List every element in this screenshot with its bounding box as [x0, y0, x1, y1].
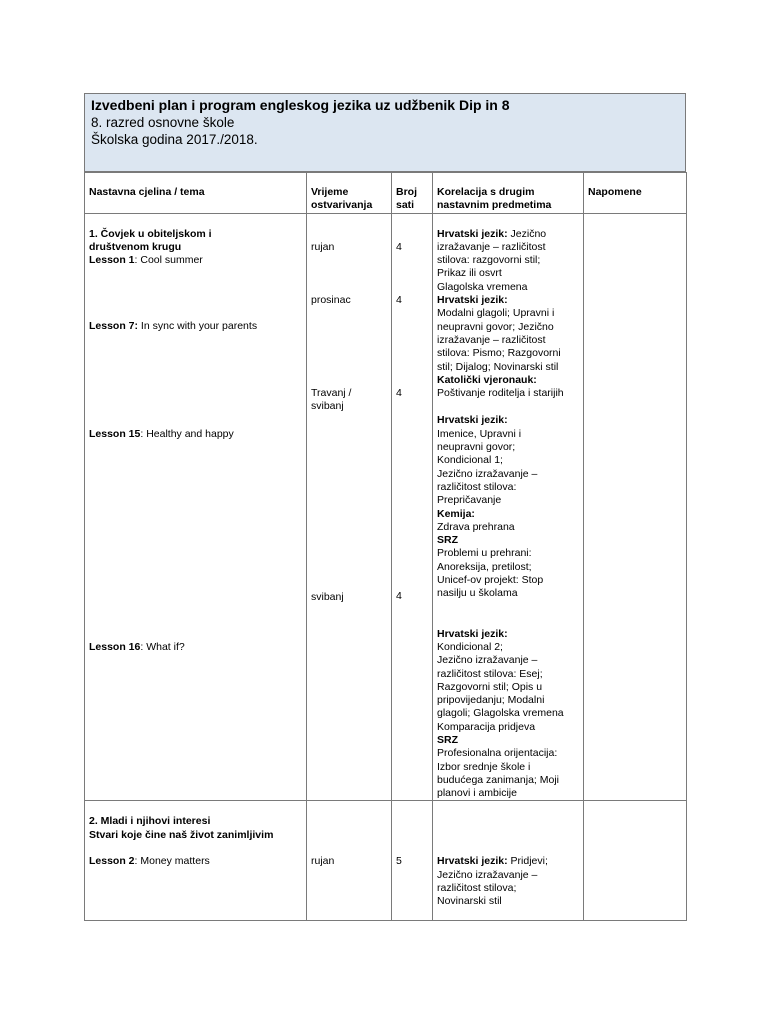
corr-l16 [437, 628, 579, 801]
subject-label: Hrvatski jezik: [437, 855, 508, 868]
table-row [85, 801, 687, 921]
correlation-line [437, 281, 579, 294]
correlation-text: Pridjevi; [507, 855, 548, 868]
correlation-line [437, 241, 579, 254]
correlation-line [437, 468, 579, 481]
lesson-15: Lesson 15: Healthy and happy [89, 427, 234, 440]
correlation-text: Jezično [507, 227, 547, 240]
topic-cell [85, 213, 307, 801]
topic-cell [85, 801, 307, 921]
correlation-text: Problemi u prehrani: [437, 547, 532, 560]
table-row [85, 213, 687, 801]
correlation-text: planovi i ambicije [437, 787, 517, 800]
correlation-line [437, 707, 579, 720]
correlation-line [437, 761, 579, 774]
time-l16: svibanj [311, 590, 344, 603]
correlation-text: neupravni govor; Jezično [437, 320, 554, 333]
correlation-text: Izbor srednje škole i [437, 760, 531, 773]
correlation-line [437, 334, 579, 347]
time-l7: prosinac [311, 293, 351, 306]
time-l15-b: svibanj [311, 400, 344, 413]
correlation-text: Jezično izražavanje – [437, 467, 538, 480]
correlation-line [437, 721, 579, 734]
correlation-line [437, 454, 579, 467]
correlation-text: izražavanje – različitost [437, 333, 546, 346]
correlation-text: Imenice, Upravni i [437, 427, 522, 440]
lesson-7: Lesson 7: In sync with your parents [89, 320, 258, 333]
correlation-text: Kondicional 2; [437, 640, 503, 653]
correlation-line [437, 347, 579, 360]
corr-l15 [437, 414, 579, 600]
correlation-line [437, 855, 579, 868]
correlation-line [437, 787, 579, 800]
correlation-text: stilova: razgovorni stil; [437, 254, 541, 267]
unit-1-title: 1. Čovjek u obiteljskom i društvenom krugu [89, 227, 212, 253]
correlation-line [437, 747, 579, 760]
correlation-line [437, 734, 579, 747]
correlation-text: Profesionalna orijentacija: [437, 747, 558, 760]
correlation-text: Jezično izražavanje – [437, 654, 538, 667]
correlation-line [437, 694, 579, 707]
plan-document [84, 93, 686, 921]
correlation-line [437, 307, 579, 320]
correlation-text: budućega zanimanja; Moji [437, 773, 559, 786]
correlation-line [437, 228, 579, 241]
subject-label: Hrvatski jezik: [437, 414, 508, 427]
correlation-text: Anoreksija, pretilost; [437, 560, 532, 573]
correlation-text: izražavanje – različitost [437, 240, 546, 253]
subject-label: SRZ [437, 534, 458, 547]
hours-cell [392, 213, 433, 801]
school-year-line: Školska godina 2017./2018. [91, 132, 258, 147]
correlation-line [437, 414, 579, 427]
col-header-notes: Napomene [584, 173, 687, 214]
correlation-cell [433, 213, 584, 801]
correlation-text: Komparacija pridjeva [437, 720, 536, 733]
hours-l7: 4 [396, 293, 402, 306]
correlation-text: Poštivanje roditelja i starijih [437, 387, 564, 400]
correlation-line [437, 547, 579, 560]
correlation-text: Kondicional 1; [437, 454, 503, 467]
correlation-text: Modalni glagoli; Upravni i [437, 307, 555, 320]
correlation-text: različitost stilova; [437, 882, 517, 895]
time-cell [307, 801, 392, 921]
correlation-line [437, 668, 579, 681]
correlation-line [437, 441, 579, 454]
correlation-line [437, 628, 579, 641]
col-header-topic: Nastavna cjelina / tema [85, 173, 307, 214]
subject-label: Kemija: [437, 507, 475, 520]
correlation-line [437, 574, 579, 587]
unit-2-title: 2. Mladi i njihovi interesi [89, 815, 211, 828]
subject-label: Katolički vjeronauk: [437, 373, 537, 386]
unit-2-block [89, 801, 302, 868]
correlation-line [437, 895, 579, 908]
correlation-text: različitost stilova: [437, 480, 517, 493]
corr-l1 [437, 214, 579, 294]
correlation-text: Prikaz ili osvrt [437, 267, 502, 280]
correlation-line [437, 321, 579, 334]
correlation-text: nasilju u školama [437, 587, 518, 600]
plan-table [84, 172, 687, 921]
col-header-time: Vrijeme ostvarivanja [307, 173, 392, 214]
correlation-line [437, 654, 579, 667]
correlation-text: Unicef-ov projekt: Stop [437, 574, 544, 587]
column-header-row [85, 173, 687, 214]
col-header-correlation: Korelacija s drugim nastavnim predmetima [433, 173, 584, 214]
correlation-text: stilova: Pismo; Razgovorni [437, 347, 561, 360]
correlation-line [437, 561, 579, 574]
lesson-1: Lesson 1: Cool summer [89, 254, 203, 267]
correlation-line [437, 294, 579, 307]
lesson-2: Lesson 2: Money matters [89, 855, 210, 868]
correlation-line [437, 521, 579, 534]
correlation-line [437, 774, 579, 787]
correlation-text: glagoli; Glagolska vremena [437, 707, 564, 720]
notes-cell [584, 801, 687, 921]
corr-l2 [437, 801, 579, 908]
correlation-line [437, 387, 579, 400]
correlation-text: Zdrava prehrana [437, 520, 515, 533]
correlation-line [437, 508, 579, 521]
subject-label: Hrvatski jezik: [437, 227, 508, 240]
correlation-line [437, 681, 579, 694]
subject-label: Hrvatski jezik: [437, 294, 508, 307]
correlation-line [437, 641, 579, 654]
grade-line: 8. razred osnovne škole [91, 115, 235, 130]
correlation-text: različitost stilova: Esej; [437, 667, 543, 680]
correlation-text: Prepričavanje [437, 494, 502, 507]
correlation-line [437, 428, 579, 441]
corr-l7 [437, 294, 579, 400]
correlation-line [437, 494, 579, 507]
hours-l2: 5 [396, 855, 402, 868]
correlation-line [437, 481, 579, 494]
correlation-line [437, 869, 579, 882]
correlation-text: Jezično izražavanje – [437, 868, 538, 881]
correlation-text: pripovijedanju; Modalni [437, 694, 545, 707]
hours-l15: 4 [396, 387, 402, 400]
correlation-text: Glagolska vremena [437, 280, 528, 293]
time-cell [307, 213, 392, 801]
time-l1: rujan [311, 240, 335, 253]
time-l2: rujan [311, 855, 335, 868]
hours-l1: 4 [396, 240, 402, 253]
correlation-line [437, 361, 579, 374]
correlation-line [437, 374, 579, 387]
unit-2-subtitle: Stvari koje čine naš život zanimljivim [89, 828, 274, 841]
time-l15-a: Travanj / [311, 387, 352, 400]
correlation-text: Novinarski stil [437, 895, 502, 908]
correlation-line [437, 587, 579, 600]
correlation-line [437, 882, 579, 895]
notes-cell [584, 213, 687, 801]
correlation-text: neupravni govor; [437, 441, 516, 454]
lesson-16: Lesson 16: What if? [89, 641, 185, 654]
subject-label: Hrvatski jezik: [437, 627, 508, 640]
correlation-line [437, 267, 579, 280]
correlation-text: Razgovorni stil; Opis u [437, 680, 543, 693]
hours-l16: 4 [396, 590, 402, 603]
correlation-cell [433, 801, 584, 921]
correlation-line [437, 254, 579, 267]
correlation-line [437, 534, 579, 547]
correlation-text: stil; Dijalog; Novinarski stil [437, 360, 559, 373]
unit-1-block [89, 214, 302, 655]
document-title: Izvedbeni plan i program engleskog jezika uz udžbenik Dip in 8 [91, 97, 510, 113]
document-header [84, 93, 686, 172]
hours-cell [392, 801, 433, 921]
subject-label: SRZ [437, 733, 458, 746]
col-header-hours: Broj sati [392, 173, 433, 214]
